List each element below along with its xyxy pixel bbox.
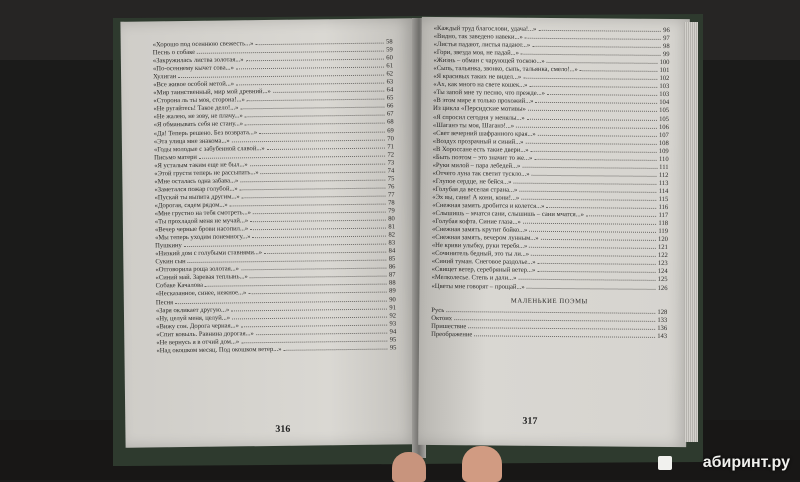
toc-leader-dots <box>259 131 385 134</box>
toc-leader-dots <box>516 126 657 128</box>
toc-entry-title: «Ты запой мне ту песню, что прежде...» <box>433 89 545 98</box>
toc-leader-dots <box>538 134 657 136</box>
toc-leader-dots <box>250 220 386 223</box>
toc-entry-page: 143 <box>657 332 668 340</box>
toc-entry-page: 128 <box>657 308 668 316</box>
toc-entry-title: «Закружилась листва золотая...» <box>152 56 244 65</box>
toc-entry-page: 70 <box>387 135 394 143</box>
toc-entry-page: 65 <box>386 94 394 102</box>
toc-entry-title: «Снежная замять, вечером лунным...» <box>431 234 539 243</box>
toc-entry-page: 58 <box>386 38 393 46</box>
toc-leader-dots <box>199 155 386 158</box>
toc-leader-dots <box>247 99 385 102</box>
toc-entry-page: 89 <box>389 287 396 295</box>
toc-entry-title: «Руки милой – пара лебедей...» <box>432 161 521 170</box>
toc-entry-page: 86 <box>388 263 396 271</box>
toc-entry-title: «Свет вечерний шафранного края...» <box>432 129 536 138</box>
toc-entry-page: 114 <box>658 187 669 195</box>
toc-leader-dots <box>513 183 656 185</box>
toc-entry-title: «Несказанное, синее, нежное...» <box>155 289 247 298</box>
toc-entry-page: 90 <box>389 295 396 304</box>
toc-entry-page: 85 <box>388 255 396 263</box>
toc-entry-page: 122 <box>657 252 668 260</box>
toc-leader-dots <box>523 223 657 225</box>
toc-entry-title: «По-осеннему кычет сова...» <box>152 64 234 73</box>
toc-leader-dots <box>236 83 385 86</box>
toc-entry-title: «Каждый труд благослови, удача!...» <box>433 24 537 33</box>
toc-entry-title: Хулиган <box>153 73 177 81</box>
toc-entry-page: 95 <box>389 336 397 344</box>
toc-leader-dots <box>525 142 656 144</box>
toc-entry-title: «Не криви улыбку, руки теребя...» <box>431 242 528 251</box>
toc-leader-dots <box>231 308 387 311</box>
toc-entry-title: Преображение <box>431 330 473 339</box>
toc-leader-dots <box>534 159 657 161</box>
toc-leader-dots <box>232 316 387 319</box>
toc-entry-title: «Голубая кофта. Синие глаза...» <box>432 218 521 226</box>
toc-entry-title: «Голубая да веселая страна...» <box>432 185 518 194</box>
toc-entry-title: «Снежная замять дробится и колется...» <box>432 201 545 210</box>
toc-entry-page: 60 <box>386 54 393 62</box>
toc-entry-page: 91 <box>389 304 396 312</box>
toc-entry-title: «Сторона ль ты моя, сторона!...» <box>153 96 245 105</box>
toc-leader-dots <box>522 167 657 169</box>
toc-entry-title: «Не жалею, не зову, не плачу...» <box>153 112 243 121</box>
toc-entry-title: «Сочинитель бедный, это ты ли...» <box>431 250 530 259</box>
toc-entry <box>431 331 667 341</box>
toc-leader-dots <box>518 279 655 281</box>
toc-leader-dots <box>532 175 657 177</box>
toc-leader-dots <box>529 231 656 233</box>
right-thumb <box>462 446 502 482</box>
toc-entry-page: 105 <box>659 115 670 123</box>
toc-leader-dots <box>230 204 386 207</box>
toc-leader-dots <box>531 255 656 257</box>
toc-entry-page: 117 <box>658 211 669 220</box>
left-page-number: 316 <box>275 423 291 435</box>
toc-entry-title: «Глупое сердце, не бейся...» <box>432 177 512 186</box>
toc-entry-page: 116 <box>658 203 669 212</box>
toc-entry-title: «Заря окликает другую...» <box>155 306 230 314</box>
toc-entry-title: «Над окошком месяц. Под окошком ветер...» <box>156 345 282 355</box>
toc-leader-dots <box>245 115 385 118</box>
toc-entry-title: «Синий туман. Снеговое раздолье...» <box>431 258 536 267</box>
toc-leader-dots <box>250 163 386 166</box>
toc-leader-dots <box>240 107 384 110</box>
toc-entry-title: Русь <box>431 306 445 314</box>
toc-entry-page: 102 <box>659 75 670 83</box>
toc-leader-dots <box>528 110 657 112</box>
toc-leader-dots <box>261 171 386 174</box>
toc-entry-title: «Мне грустно на тебя смотреть...» <box>154 209 251 218</box>
toc-entry-page: 124 <box>657 268 668 276</box>
watermark: абиринт.ру <box>702 454 790 471</box>
toc-entry-page: 119 <box>658 228 669 236</box>
toc-entry-title: «Свищет ветер, серебряный ветер...» <box>431 266 536 275</box>
toc-entry-title: Пришествие <box>431 322 467 330</box>
toc-leader-dots <box>240 187 386 190</box>
toc-entry-page: 73 <box>387 159 395 167</box>
toc-leader-dots <box>586 215 657 217</box>
toc-entry-title: «Я красивых таких не видел...» <box>433 73 522 81</box>
toc-leader-dots <box>175 300 387 304</box>
toc-entry-title: «Листья падают, листья падают...» <box>433 41 531 49</box>
toc-entry-title: «Снежная замять крутит бойко...» <box>431 226 528 234</box>
toc-entry-page: 88 <box>388 279 396 287</box>
toc-entry-page: 96 <box>663 26 670 35</box>
toc-entry-page: 120 <box>658 236 668 244</box>
toc-entry-page: 84 <box>388 247 396 255</box>
toc-leader-dots <box>232 139 386 142</box>
toc-leader-dots <box>523 78 657 80</box>
toc-entry-page: 105 <box>659 107 670 115</box>
toc-leader-dots <box>532 46 661 48</box>
toc-entry-title: «Не ругайтесь! Такое дело!...» <box>153 104 239 113</box>
small-poems-heading: МАЛЕНЬКИЕ ПОЭМЫ <box>510 297 588 305</box>
toc-entry <box>431 282 667 292</box>
toc-leader-dots <box>529 86 657 88</box>
toc-leader-dots <box>527 287 656 289</box>
toc-entry-page: 80 <box>388 215 395 223</box>
toc-entry-page: 99 <box>662 51 670 59</box>
toc-leader-dots <box>250 276 387 279</box>
toc-leader-dots <box>264 252 387 254</box>
toc-leader-dots <box>253 212 386 215</box>
toc-entry-page: 136 <box>657 324 668 332</box>
toc-entry-page: 81 <box>388 223 395 231</box>
toc-entry-page: 92 <box>389 312 397 320</box>
toc-entry-title: Сукин сын <box>155 258 186 266</box>
toc-entry-page: 71 <box>387 143 394 151</box>
toc-entry-page: 125 <box>657 276 668 284</box>
toc-entry-page: 113 <box>658 179 669 187</box>
toc-entry-page: 103 <box>659 91 670 99</box>
toc-entry-title: Песнь о собаке <box>152 48 196 57</box>
left-toc-list <box>153 38 397 355</box>
toc-entry-page: 82 <box>388 231 396 239</box>
toc-leader-dots <box>184 244 387 247</box>
toc-entry-page: 68 <box>387 118 394 127</box>
toc-entry-title: «Слышишь – мчатся сани, слышишь – сани мчатся...» <box>432 210 584 219</box>
toc-entry-title: Письмо матери <box>154 153 197 162</box>
toc-entry-page: 79 <box>388 207 395 215</box>
toc-leader-dots <box>531 150 657 152</box>
toc-entry-title: «Жизнь – обман с чарующей тоскою...» <box>433 57 545 66</box>
toc-entry-page: 64 <box>386 86 394 94</box>
toc-entry-page: 108 <box>658 139 669 147</box>
toc-entry-title: Собаке Качалова <box>155 282 204 290</box>
toc-entry-page: 94 <box>389 328 397 336</box>
toc-leader-dots <box>178 75 384 79</box>
toc-entry-page: 67 <box>386 110 394 118</box>
toc-entry-title: «Сыпь, тальянка, звонко, сыпь, тальянка, смело!...» <box>433 65 578 74</box>
toc-entry-page: 101 <box>659 67 670 75</box>
toc-leader-dots <box>580 70 658 72</box>
right-toc-list <box>431 25 670 341</box>
toc-leader-dots <box>197 51 384 54</box>
toc-entry-title: «Заметался пожар голубой...» <box>154 185 238 194</box>
toc-leader-dots <box>236 67 385 70</box>
toc-entry-page: 123 <box>657 260 668 268</box>
toc-entry-title: «Не вернусь я в отчий дом...» <box>156 338 240 347</box>
toc-entry-title: «Эта улица мне знакома...» <box>153 137 230 145</box>
toc-leader-dots <box>253 236 387 239</box>
toc-entry-page: 63 <box>386 78 394 86</box>
toc-entry-page: 93 <box>389 320 397 328</box>
toc-entry-title: «Да! Теперь решено. Без возврата...» <box>153 128 258 137</box>
toc-entry-title: «Я спросил сегодня у менялы...» <box>432 113 525 122</box>
toc-entry-page: 111 <box>659 163 669 171</box>
right-page-number: 317 <box>522 415 538 427</box>
toc-entry-title: «Цветы мне говорят – прощай...» <box>431 282 525 291</box>
toc-leader-dots <box>538 30 661 32</box>
toc-entry-page: 112 <box>658 171 669 179</box>
watermark-icon <box>658 456 672 470</box>
toc-entry-page: 77 <box>387 191 395 199</box>
toc-entry-page: 118 <box>658 220 669 228</box>
left-page <box>120 18 417 448</box>
toc-entry-page: 107 <box>658 131 669 139</box>
toc-leader-dots <box>205 284 387 287</box>
toc-leader-dots <box>537 271 656 273</box>
toc-entry-page: 95 <box>389 344 397 352</box>
toc-entry-page: 87 <box>388 271 396 279</box>
toc-entry-title: Из цикла «Персидские мотивы» <box>433 105 526 114</box>
toc-leader-dots <box>468 327 655 330</box>
toc-leader-dots <box>248 292 387 295</box>
toc-entry-page: 59 <box>386 46 393 54</box>
toc-leader-dots <box>527 118 657 120</box>
toc-entry-page: 66 <box>386 102 394 110</box>
toc-entry-title: «Отговорила роща золотая...» <box>155 265 240 274</box>
toc-leader-dots <box>250 228 386 231</box>
toc-entry <box>156 344 396 355</box>
toc-entry-page: 69 <box>387 126 394 135</box>
toc-entry-title: «Синий май. Заревая теплынь...» <box>155 273 248 282</box>
toc-entry-page: 106 <box>658 123 669 131</box>
toc-entry-page: 76 <box>387 183 395 191</box>
toc-entry-title: «Вижу сон. Дорога черная...» <box>156 322 239 331</box>
toc-entry-title: «Мы теперь уходим понемногу...» <box>155 233 251 242</box>
toc-entry-title: «Дорогая, сядем рядом...» <box>154 201 228 210</box>
toc-entry-title: «Воздух прозрачный и синий...» <box>432 137 524 146</box>
toc-leader-dots <box>273 91 385 93</box>
toc-leader-dots <box>474 335 655 338</box>
toc-entry-title: Октоих <box>431 314 453 322</box>
toc-entry-title: «Быть поэтом – это значит то же...» <box>432 153 533 162</box>
toc-entry-page: 115 <box>658 195 669 203</box>
toc-leader-dots <box>255 43 384 46</box>
toc-entry-page: 110 <box>658 155 669 163</box>
toc-entry-page: 100 <box>659 59 670 67</box>
toc-entry-title: «В этом мире я только прохожий...» <box>433 97 534 106</box>
toc-leader-dots <box>446 311 655 314</box>
toc-entry-title: Пушкину <box>155 242 182 250</box>
toc-entry-title: «Этой грусти теперь не рассыпать...» <box>154 168 259 178</box>
toc-leader-dots <box>519 191 656 193</box>
toc-entry-title: «Ты прохладой меня не мучай...» <box>154 217 249 226</box>
toc-leader-dots <box>242 195 386 198</box>
toc-leader-dots <box>240 179 385 182</box>
toc-leader-dots <box>454 319 655 322</box>
toc-leader-dots <box>535 102 657 104</box>
toc-entry-page: 104 <box>659 99 670 107</box>
toc-entry-page: 62 <box>386 70 394 78</box>
toc-entry-title: «Спит ковыль. Равнина дорогая...» <box>156 329 254 339</box>
toc-leader-dots <box>521 199 656 201</box>
toc-entry-title: «Хорошо под осеннюю свежесть...» <box>152 40 254 49</box>
toc-leader-dots <box>246 59 385 62</box>
toc-entry-title: «Годы молодые с забубенной славой...» <box>153 144 265 154</box>
toc-entry-title: «Видно, так заведено навеки...» <box>433 32 523 41</box>
page-stack-edge <box>684 22 698 442</box>
toc-leader-dots <box>525 38 661 40</box>
toc-entry-title: «Все живое особой метой...» <box>153 80 235 89</box>
toc-leader-dots <box>283 348 387 350</box>
toc-leader-dots <box>541 239 656 241</box>
toc-entry-title: «Пускай ты выпита другим...» <box>154 193 240 202</box>
toc-entry-title: «Гори, звезда моя, не падай...» <box>433 49 519 57</box>
toc-leader-dots <box>547 62 658 64</box>
toc-leader-dots <box>546 207 656 209</box>
toc-leader-dots <box>547 94 657 96</box>
toc-leader-dots <box>241 324 388 327</box>
toc-entry-page: 121 <box>657 244 668 252</box>
toc-entry-page: 74 <box>387 167 395 175</box>
toc-leader-dots <box>241 340 388 343</box>
toc-entry-page: 133 <box>657 316 668 324</box>
toc-entry-title: «Я усталым таким еще не был...» <box>154 160 248 170</box>
toc-leader-dots <box>245 123 385 126</box>
right-page <box>418 17 690 447</box>
toc-entry-title: «Шаганэ ты моя, Шаганэ!...» <box>432 121 515 130</box>
toc-entry-title: «Ну, целуй меня, целуй...» <box>155 314 231 322</box>
toc-entry-page: 61 <box>386 62 394 70</box>
toc-entry-page: 78 <box>388 199 395 207</box>
left-thumb <box>392 452 426 482</box>
toc-entry-title: «В Хороссане есть такие двери...» <box>432 145 529 154</box>
toc-entry-page: 126 <box>657 284 668 292</box>
toc-entry-title: «Низкий дом с голубыми ставнями...» <box>155 249 263 258</box>
toc-leader-dots <box>241 268 387 271</box>
toc-entry-page: 75 <box>387 175 395 183</box>
toc-entry-title: «Вечер черные брови насопил...» <box>154 225 249 234</box>
toc-entry-page: 97 <box>663 34 670 43</box>
toc-entry-page: 109 <box>658 147 669 155</box>
toc-entry-page: 98 <box>662 43 670 51</box>
toc-entry-title: «Отчего луна так светит тускло...» <box>432 169 530 178</box>
toc-leader-dots <box>267 147 386 149</box>
toc-entry-title: «Я обманывать себя не стану...» <box>153 120 244 129</box>
toc-entry-title: «Мелколесье. Степь и дали...» <box>431 274 517 283</box>
toc-leader-dots <box>521 54 661 56</box>
toc-entry-title: «Мне осталась одна забава...» <box>154 177 239 186</box>
toc-leader-dots <box>188 260 387 263</box>
toc-entry-title: «Эх вы, сани! А кони, кони!...» <box>432 193 520 202</box>
toc-leader-dots <box>256 332 388 335</box>
toc-entry-title: «Ах, как много на свете кошек...» <box>433 81 528 90</box>
toc-leader-dots <box>538 263 656 265</box>
toc-entry-page: 103 <box>659 83 670 91</box>
toc-entry-page: 72 <box>387 151 395 159</box>
toc-entry-title: «Мир таинственный, мир мой древний...» <box>153 88 271 97</box>
toc-entry-page: 83 <box>388 239 396 247</box>
toc-entry-title: Песня <box>155 298 174 306</box>
toc-leader-dots <box>529 247 656 249</box>
